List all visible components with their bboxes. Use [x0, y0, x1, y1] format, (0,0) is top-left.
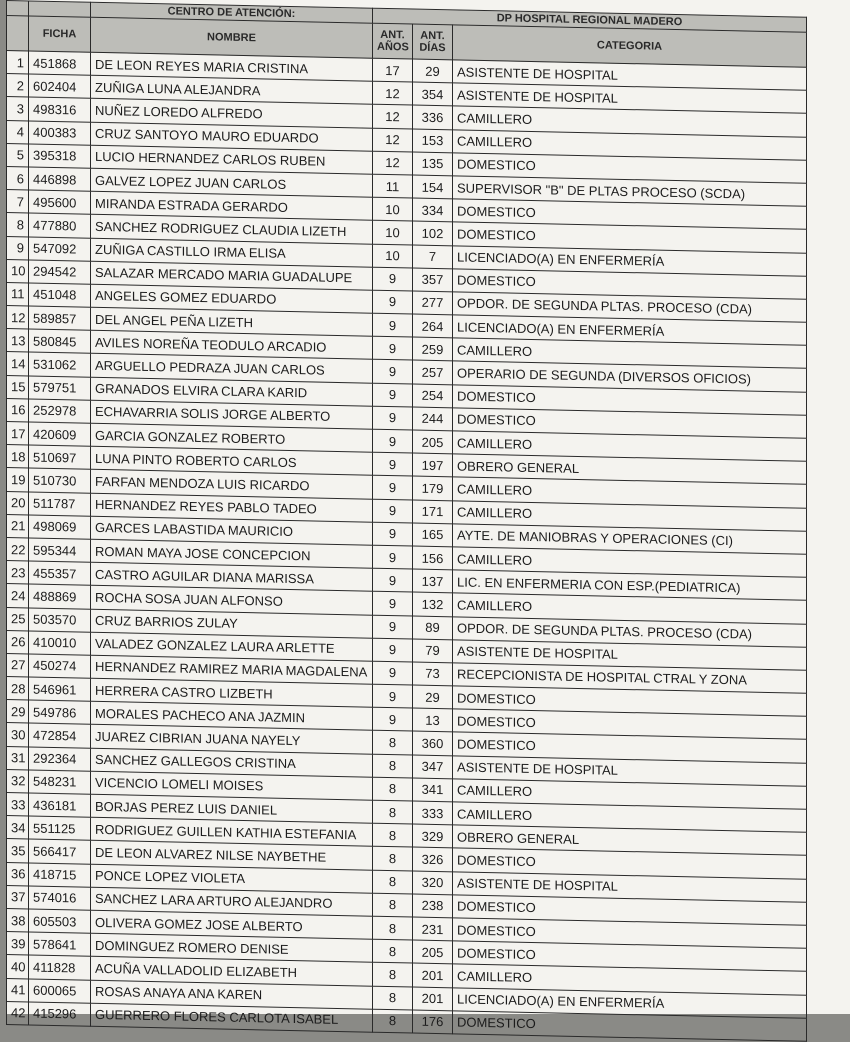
- ant-dias-cell: 153: [413, 129, 453, 153]
- categoria-cell: DOMESTICO: [453, 153, 807, 184]
- row-number: 2: [7, 74, 29, 98]
- row-number: 34: [7, 816, 29, 840]
- categoria-cell: CAMILLERO: [453, 547, 807, 578]
- categoria-cell: CAMILLERO: [453, 964, 807, 995]
- ant-dias-cell: 277: [413, 291, 453, 315]
- row-number: 39: [7, 932, 29, 956]
- roster-table-wrap: [6, 0, 807, 1042]
- categoria-cell: DOMESTICO: [453, 918, 807, 949]
- nombre-cell: ROCHA SOSA JUAN ALFONSO: [91, 586, 373, 615]
- ant-dias-cell: 205: [413, 940, 453, 964]
- ant-dias-cell: 156: [413, 546, 453, 570]
- nombre-cell: LUCIO HERNANDEZ CARLOS RUBEN: [91, 145, 373, 174]
- ant-dias-cell: 231: [413, 917, 453, 941]
- row-number: 15: [7, 375, 29, 399]
- categoria-cell: ASISTENTE DE HOSPITAL: [453, 83, 807, 114]
- categoria-cell: DOMESTICO: [453, 941, 807, 972]
- categoria-cell: CAMILLERO: [453, 593, 807, 624]
- nombre-cell: VICENCIO LOMELI MOISES: [91, 771, 373, 800]
- ficha-cell: 551125: [29, 816, 91, 840]
- nombre-cell: OLIVERA GOMEZ JOSE ALBERTO: [91, 910, 373, 939]
- ant-anios-cell: 9: [373, 452, 413, 476]
- ant-anios-cell: 9: [373, 707, 413, 731]
- ficha-cell: 488869: [29, 584, 91, 608]
- row-number: 3: [7, 97, 29, 121]
- nombre-cell: CRUZ SANTOYO MAURO EDUARDO: [91, 122, 373, 151]
- document-page: [6, 0, 850, 1032]
- nombre-cell: CRUZ BARRIOS ZULAY: [91, 609, 373, 638]
- row-number: 20: [7, 491, 29, 515]
- nombre-cell: GARCES LABASTIDA MAURICIO: [91, 516, 373, 545]
- ficha-cell: 450274: [29, 654, 91, 678]
- categoria-cell: CAMILLERO: [453, 129, 807, 160]
- ant-anios-cell: 9: [373, 290, 413, 314]
- categoria-cell: DOMESTICO: [453, 686, 807, 717]
- nombre-cell: DE LEON REYES MARIA CRISTINA: [91, 52, 373, 81]
- ficha-cell: 292364: [29, 747, 91, 771]
- ficha-cell: 252978: [29, 399, 91, 423]
- ant-dias-cell: 7: [413, 245, 453, 269]
- ant-anios-cell: 8: [373, 939, 413, 963]
- row-number: 26: [7, 630, 29, 654]
- categoria-cell: CAMILLERO: [453, 431, 807, 462]
- ant-anios-cell: 9: [373, 638, 413, 662]
- row-number: 23: [7, 561, 29, 585]
- categoria-cell: SUPERVISOR "B" DE PLTAS PROCESO (SCDA): [453, 176, 807, 207]
- nombre-cell: GARCIA GONZALEZ ROBERTO: [91, 423, 373, 452]
- column-header-ant-anios: ANT. AÑOS: [373, 23, 413, 59]
- ant-anios-cell: 12: [373, 105, 413, 129]
- row-number: 41: [7, 978, 29, 1002]
- nombre-cell: SANCHEZ RODRIGUEZ CLAUDIA LIZETH: [91, 215, 373, 244]
- ant-dias-cell: 29: [413, 59, 453, 83]
- categoria-cell: DOMESTICO: [453, 848, 807, 879]
- ficha-cell: 395318: [29, 144, 91, 168]
- ant-dias-cell: 347: [413, 755, 453, 779]
- ficha-cell: 549786: [29, 700, 91, 724]
- ant-anios-cell: 9: [373, 499, 413, 523]
- nombre-cell: ZUÑIGA LUNA ALEJANDRA: [91, 75, 373, 104]
- ant-anios-cell: 9: [373, 684, 413, 708]
- nombre-cell: GUERRERO FLORES CARLOTA ISABEL: [91, 1003, 373, 1032]
- column-header-ficha: FICHA: [29, 16, 91, 52]
- ficha-cell: 510697: [29, 445, 91, 469]
- ficha-cell: 531062: [29, 352, 91, 376]
- ant-dias-cell: 205: [413, 430, 453, 454]
- ant-anios-cell: 8: [373, 847, 413, 871]
- row-number: 28: [7, 677, 29, 701]
- header-blank: [7, 1, 29, 16]
- row-number: 7: [7, 190, 29, 214]
- ant-dias-cell: 171: [413, 500, 453, 524]
- centro-value: DP HOSPITAL REGIONAL MADERO: [373, 8, 807, 32]
- row-number: 11: [7, 282, 29, 306]
- nombre-cell: RODRIGUEZ GUILLEN KATHIA ESTEFANIA: [91, 817, 373, 846]
- employee-roster-table: [6, 0, 807, 1042]
- ant-anios-cell: 9: [373, 661, 413, 685]
- ant-anios-cell: 8: [373, 731, 413, 755]
- nombre-cell: PONCE LOPEZ VIOLETA: [91, 864, 373, 893]
- ant-dias-cell: 201: [413, 987, 453, 1011]
- column-header-categoria: CATEGORIA: [453, 25, 807, 67]
- ficha-cell: 495600: [29, 190, 91, 214]
- categoria-cell: DOMESTICO: [453, 408, 807, 439]
- row-number: 40: [7, 955, 29, 979]
- ant-dias-cell: 360: [413, 731, 453, 755]
- categoria-cell: LICENCIADO(A) EN ENFERMERÍA: [453, 245, 807, 276]
- categoria-cell: CAMILLERO: [453, 779, 807, 810]
- ant-dias-cell: 320: [413, 871, 453, 895]
- row-number: 22: [7, 537, 29, 561]
- ant-anios-cell: 12: [373, 151, 413, 175]
- ant-anios-cell: 9: [373, 522, 413, 546]
- nombre-cell: ECHAVARRIA SOLIS JORGE ALBERTO: [91, 400, 373, 429]
- header-blank: [7, 16, 29, 51]
- ficha-cell: 446898: [29, 167, 91, 191]
- categoria-cell: ASISTENTE DE HOSPITAL: [453, 640, 807, 671]
- ant-anios-cell: 9: [373, 429, 413, 453]
- ant-dias-cell: 259: [413, 337, 453, 361]
- ant-dias-cell: 154: [413, 175, 453, 199]
- categoria-cell: CAMILLERO: [453, 106, 807, 137]
- row-number: 5: [7, 143, 29, 167]
- ant-anios-cell: 8: [373, 893, 413, 917]
- ant-dias-cell: 135: [413, 152, 453, 176]
- ficha-cell: 415296: [29, 1002, 91, 1026]
- nombre-cell: SANCHEZ GALLEGOS CRISTINA: [91, 748, 373, 777]
- ant-dias-cell: 201: [413, 963, 453, 987]
- categoria-cell: OPERARIO DE SEGUNDA (DIVERSOS OFICIOS): [453, 361, 807, 392]
- row-number: 30: [7, 723, 29, 747]
- row-number: 33: [7, 793, 29, 817]
- ant-dias-cell: 336: [413, 105, 453, 129]
- nombre-cell: ZUÑIGA CASTILLO IRMA ELISA: [91, 238, 373, 267]
- row-number: 13: [7, 329, 29, 353]
- nombre-cell: HERNANDEZ REYES PABLO TADEO: [91, 493, 373, 522]
- ant-anios-cell: 8: [373, 800, 413, 824]
- header-blank: [29, 1, 91, 17]
- ant-anios-cell: 12: [373, 81, 413, 105]
- categoria-cell: DOMESTICO: [453, 199, 807, 230]
- row-number: 1: [7, 51, 29, 75]
- nombre-cell: CASTRO AGUILAR DIANA MARISSA: [91, 562, 373, 591]
- nombre-cell: SALAZAR MERCADO MARIA GUADALUPE: [91, 261, 373, 290]
- row-number: 8: [7, 213, 29, 237]
- ant-anios-cell: 10: [373, 197, 413, 221]
- categoria-cell: ASISTENTE DE HOSPITAL: [453, 60, 807, 91]
- nombre-cell: FARFAN MENDOZA LUIS RICARDO: [91, 470, 373, 499]
- row-number: 19: [7, 468, 29, 492]
- ant-anios-cell: 9: [373, 383, 413, 407]
- ant-anios-cell: 8: [373, 962, 413, 986]
- categoria-cell: DOMESTICO: [453, 732, 807, 763]
- nombre-cell: SANCHEZ LARA ARTURO ALEJANDRO: [91, 887, 373, 916]
- row-number: 4: [7, 120, 29, 144]
- ant-dias-cell: 326: [413, 847, 453, 871]
- row-number: 24: [7, 584, 29, 608]
- row-number: 9: [7, 236, 29, 260]
- nombre-cell: AVILES NOREÑA TEODULO ARCADIO: [91, 331, 373, 360]
- ant-anios-cell: 9: [373, 336, 413, 360]
- ant-dias-cell: 329: [413, 824, 453, 848]
- ant-dias-cell: 254: [413, 384, 453, 408]
- ant-dias-cell: 257: [413, 360, 453, 384]
- nombre-cell: VALADEZ GONZALEZ LAURA ARLETTE: [91, 632, 373, 661]
- categoria-cell: CAMILLERO: [453, 802, 807, 833]
- categoria-cell: CAMILLERO: [453, 500, 807, 531]
- ficha-cell: 503570: [29, 607, 91, 631]
- ficha-cell: 511787: [29, 492, 91, 516]
- ant-dias-cell: 176: [413, 1010, 453, 1034]
- row-number: 36: [7, 862, 29, 886]
- ant-dias-cell: 264: [413, 314, 453, 338]
- row-number: 12: [7, 306, 29, 330]
- ficha-cell: 451048: [29, 283, 91, 307]
- categoria-cell: OPDOR. DE SEGUNDA PLTAS. PROCESO (CDA): [453, 616, 807, 647]
- nombre-cell: MIRANDA ESTRADA GERARDO: [91, 191, 373, 220]
- row-number: 17: [7, 422, 29, 446]
- nombre-cell: ROSAS ANAYA ANA KAREN: [91, 980, 373, 1009]
- ant-dias-cell: 333: [413, 801, 453, 825]
- ficha-cell: 546961: [29, 677, 91, 701]
- ant-anios-cell: 8: [373, 777, 413, 801]
- ant-dias-cell: 137: [413, 569, 453, 593]
- ant-anios-cell: 10: [373, 244, 413, 268]
- ant-dias-cell: 244: [413, 407, 453, 431]
- centro-label: CENTRO DE ATENCIÓN:: [91, 2, 373, 23]
- row-number: 29: [7, 700, 29, 724]
- categoria-cell: LIC. EN ENFERMERIA CON ESP.(PEDIATRICA): [453, 570, 807, 601]
- row-number: 18: [7, 445, 29, 469]
- categoria-cell: OPDOR. DE SEGUNDA PLTAS. PROCESO (CDA): [453, 292, 807, 323]
- ant-anios-cell: 8: [373, 916, 413, 940]
- row-number: 35: [7, 839, 29, 863]
- nombre-cell: DE LEON ALVAREZ NILSE NAYBETHE: [91, 841, 373, 870]
- nombre-cell: MORALES PACHECO ANA JAZMIN: [91, 702, 373, 731]
- row-number: 32: [7, 769, 29, 793]
- categoria-cell: DOMESTICO: [453, 895, 807, 926]
- categoria-cell: RECEPCIONISTA DE HOSPITAL CTRAL Y ZONA: [453, 663, 807, 694]
- nombre-cell: NUÑEZ LOREDO ALFREDO: [91, 99, 373, 128]
- ant-dias-cell: 197: [413, 453, 453, 477]
- nombre-cell: ACUÑA VALLADOLID ELIZABETH: [91, 957, 373, 986]
- table-body: [7, 51, 807, 1042]
- ant-anios-cell: 10: [373, 220, 413, 244]
- nombre-cell: ARGUELLO PEDRAZA JUAN CARLOS: [91, 354, 373, 383]
- nombre-cell: BORJAS PEREZ LUIS DANIEL: [91, 794, 373, 823]
- ant-anios-cell: 8: [373, 986, 413, 1010]
- ant-anios-cell: 11: [373, 174, 413, 198]
- ant-anios-cell: 12: [373, 128, 413, 152]
- categoria-cell: LICENCIADO(A) EN ENFERMERÍA: [453, 315, 807, 346]
- ant-dias-cell: 165: [413, 523, 453, 547]
- categoria-cell: DOMESTICO: [453, 1011, 807, 1042]
- row-number: 16: [7, 398, 29, 422]
- categoria-cell: CAMILLERO: [453, 477, 807, 508]
- ficha-cell: 400383: [29, 121, 91, 145]
- ficha-cell: 455357: [29, 561, 91, 585]
- categoria-cell: OBRERO GENERAL: [453, 825, 807, 856]
- categoria-cell: AYTE. DE MANIOBRAS Y OPERACIONES (CI): [453, 524, 807, 555]
- ficha-cell: 579751: [29, 376, 91, 400]
- ficha-cell: 578641: [29, 932, 91, 956]
- column-header-ant-dias: ANT. DÍAS: [413, 24, 453, 60]
- ficha-cell: 595344: [29, 538, 91, 562]
- ficha-cell: 451868: [29, 51, 91, 75]
- ficha-cell: 420609: [29, 422, 91, 446]
- ant-dias-cell: 13: [413, 708, 453, 732]
- ficha-cell: 418715: [29, 863, 91, 887]
- ant-dias-cell: 73: [413, 662, 453, 686]
- categoria-cell: LICENCIADO(A) EN ENFERMERÍA: [453, 987, 807, 1018]
- ficha-cell: 574016: [29, 886, 91, 910]
- ant-dias-cell: 238: [413, 894, 453, 918]
- nombre-cell: GRANADOS ELVIRA CLARA KARID: [91, 377, 373, 406]
- nombre-cell: HERNANDEZ RAMIREZ MARIA MAGDALENA: [91, 655, 373, 684]
- ant-dias-cell: 334: [413, 198, 453, 222]
- ficha-cell: 472854: [29, 723, 91, 747]
- nombre-cell: GALVEZ LOPEZ JUAN CARLOS: [91, 168, 373, 197]
- nombre-cell: ANGELES GOMEZ EDUARDO: [91, 284, 373, 313]
- ficha-cell: 510730: [29, 468, 91, 492]
- row-number: 42: [7, 1001, 29, 1025]
- ant-anios-cell: 9: [373, 591, 413, 615]
- categoria-cell: DOMESTICO: [453, 269, 807, 300]
- row-number: 21: [7, 514, 29, 538]
- ficha-cell: 602404: [29, 74, 91, 98]
- ant-dias-cell: 102: [413, 221, 453, 245]
- ant-anios-cell: 9: [373, 313, 413, 337]
- ficha-cell: 294542: [29, 260, 91, 284]
- categoria-cell: CAMILLERO: [453, 338, 807, 369]
- nombre-cell: DOMINGUEZ ROMERO DENISE: [91, 933, 373, 962]
- ficha-cell: 600065: [29, 978, 91, 1002]
- categoria-cell: DOMESTICO: [453, 222, 807, 253]
- ant-dias-cell: 132: [413, 592, 453, 616]
- ficha-cell: 498069: [29, 515, 91, 539]
- row-number: 6: [7, 166, 29, 190]
- categoria-cell: ASISTENTE DE HOSPITAL: [453, 755, 807, 786]
- ant-dias-cell: 354: [413, 82, 453, 106]
- ant-dias-cell: 341: [413, 778, 453, 802]
- ficha-cell: 498316: [29, 97, 91, 121]
- ficha-cell: 436181: [29, 793, 91, 817]
- categoria-cell: DOMESTICO: [453, 709, 807, 740]
- categoria-cell: OBRERO GENERAL: [453, 454, 807, 485]
- ant-dias-cell: 357: [413, 268, 453, 292]
- row-number: 38: [7, 908, 29, 932]
- ant-anios-cell: 9: [373, 406, 413, 430]
- column-header-nombre: NOMBRE: [91, 17, 373, 58]
- nombre-cell: LUNA PINTO ROBERTO CARLOS: [91, 446, 373, 475]
- ant-anios-cell: 8: [373, 1009, 413, 1033]
- ficha-cell: 589857: [29, 306, 91, 330]
- row-number: 14: [7, 352, 29, 376]
- row-number: 25: [7, 607, 29, 631]
- ant-anios-cell: 9: [373, 476, 413, 500]
- row-number: 37: [7, 885, 29, 909]
- ficha-cell: 547092: [29, 236, 91, 260]
- ficha-cell: 548231: [29, 770, 91, 794]
- categoria-cell: ASISTENTE DE HOSPITAL: [453, 871, 807, 902]
- ant-anios-cell: 9: [373, 545, 413, 569]
- ant-anios-cell: 8: [373, 870, 413, 894]
- nombre-cell: DEL ANGEL PEÑA LIZETH: [91, 307, 373, 336]
- ficha-cell: 411828: [29, 955, 91, 979]
- ant-anios-cell: 9: [373, 568, 413, 592]
- nombre-cell: JUAREZ CIBRIAN JUANA NAYELY: [91, 725, 373, 754]
- nombre-cell: HERRERA CASTRO LIZBETH: [91, 678, 373, 707]
- ant-dias-cell: 79: [413, 639, 453, 663]
- ficha-cell: 580845: [29, 329, 91, 353]
- categoria-cell: DOMESTICO: [453, 384, 807, 415]
- ficha-cell: 477880: [29, 213, 91, 237]
- row-number: 31: [7, 746, 29, 770]
- ant-anios-cell: 8: [373, 823, 413, 847]
- ant-anios-cell: 9: [373, 360, 413, 384]
- ant-anios-cell: 17: [373, 58, 413, 82]
- ant-dias-cell: 29: [413, 685, 453, 709]
- ficha-cell: 566417: [29, 839, 91, 863]
- ficha-cell: 605503: [29, 909, 91, 933]
- row-number: 27: [7, 653, 29, 677]
- nombre-cell: ROMAN MAYA JOSE CONCEPCION: [91, 539, 373, 568]
- ant-dias-cell: 179: [413, 476, 453, 500]
- ficha-cell: 410010: [29, 631, 91, 655]
- ant-anios-cell: 9: [373, 267, 413, 291]
- ant-anios-cell: 9: [373, 615, 413, 639]
- ant-dias-cell: 89: [413, 616, 453, 640]
- row-number: 10: [7, 259, 29, 283]
- ant-anios-cell: 8: [373, 754, 413, 778]
